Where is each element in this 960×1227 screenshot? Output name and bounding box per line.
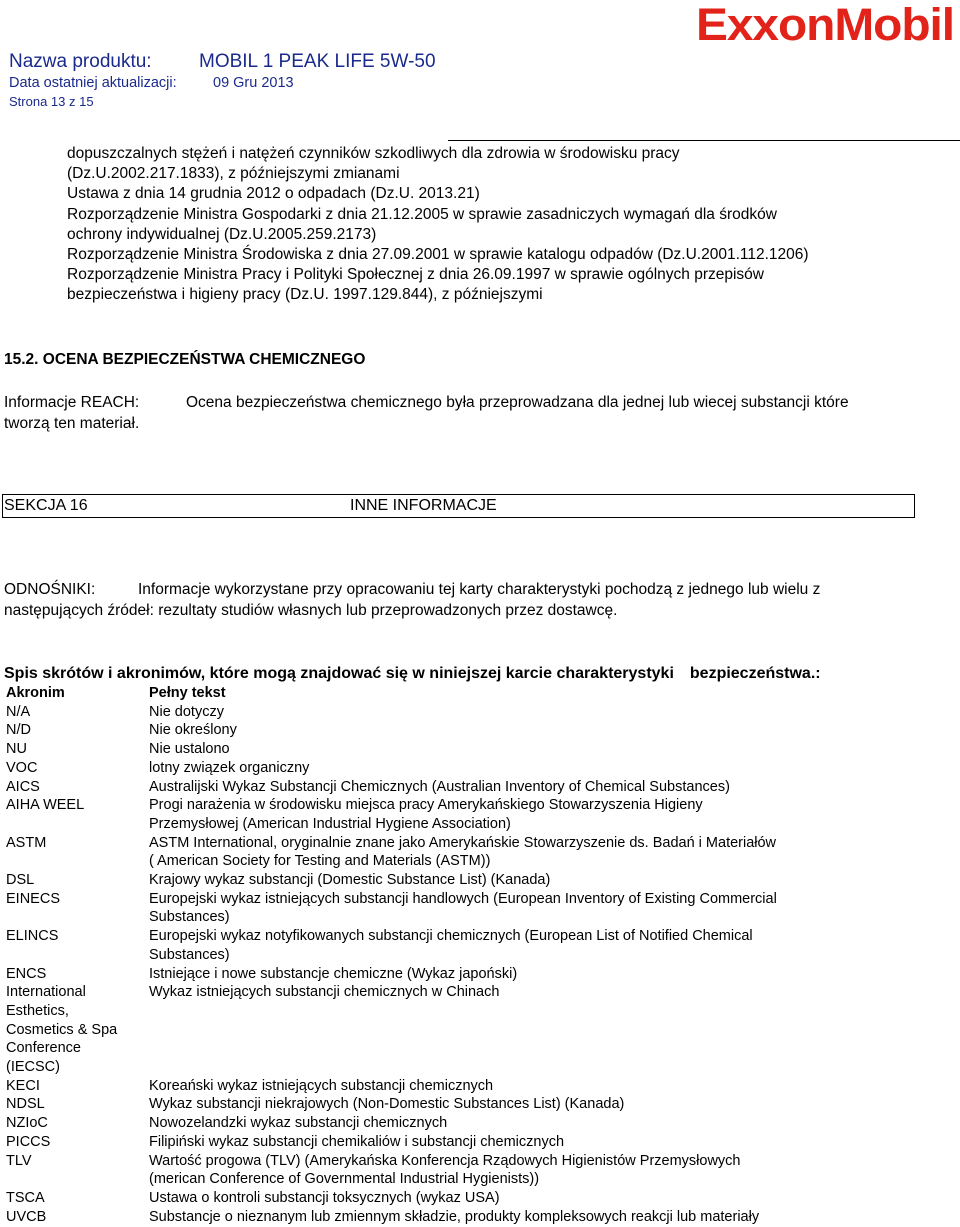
- acronym-line: PICCS: [6, 1133, 51, 1150]
- table-row: [6, 796, 956, 833]
- full-text-line: Substances): [149, 909, 230, 926]
- full-text-line: Nie ustalono: [149, 741, 230, 758]
- abbreviations-heading: [4, 665, 821, 683]
- reach-text-line2: tworzą ten materiał.: [4, 414, 140, 432]
- regulation-line: ochrony indywidualnej (Dz.U.2005.259.2173): [67, 225, 377, 243]
- full-text-line: Progi narażenia w środowisku miejsca pracy Amerykańskiego Stowarzyszenia Higieny: [149, 797, 703, 814]
- acronym-line: NU: [6, 741, 27, 758]
- regulation-line: Rozporządzenie Ministra Środowiska z dnia 27.09.2001 w sprawie katalogu odpadów (Dz.U.2001.112.1206): [67, 246, 809, 264]
- full-text-line: Koreański wykaz istniejących substancji chemicznych: [149, 1077, 494, 1094]
- table-row: [6, 1114, 956, 1133]
- full-text-cell: [149, 759, 956, 778]
- full-text-line: Europejski wykaz istniejących substancji handlowych (European Inventory of Existing Commercial: [149, 890, 777, 907]
- regulation-line: Ustawa z dnia 14 grudnia 2012 o odpadach (Dz.U. 2013.21): [67, 185, 480, 203]
- revision-date-label: Data ostatniej aktualizacji:: [9, 75, 177, 91]
- full-text-cell: [149, 834, 956, 871]
- logo-wordmark: ExxonMobil: [696, 2, 954, 50]
- acronym-cell: [6, 1095, 149, 1114]
- full-text-cell: [149, 1133, 956, 1152]
- acronym-cell: [6, 721, 149, 740]
- acronym-cell: [6, 965, 149, 984]
- acronym-line: International: [6, 984, 86, 1001]
- full-text-cell: [149, 1152, 956, 1189]
- acronym-line: TLV: [6, 1152, 32, 1169]
- section-15-2-heading: 15.2. OCENA BEZPIECZEŃSTWA CHEMICZNEGO: [4, 351, 366, 368]
- table-row: [6, 740, 956, 759]
- full-text-line: Wartość progowa (TLV) (Amerykańska Konferencja Rządowych Higienistów Przemysłowych: [149, 1152, 741, 1169]
- full-text-line: lotny związek organiczny: [149, 759, 310, 776]
- acronym-line: Conference: [6, 1040, 81, 1057]
- references-text-line2: następujących źródeł: rezultaty studiów własnych lub przeprowadzonych przez dostawcę.: [4, 601, 618, 619]
- full-text-line: Ustawa o kontroli substancji toksycznych (wykaz USA): [149, 1189, 500, 1206]
- acronym-cell: [6, 834, 149, 871]
- full-text-cell: [149, 796, 956, 833]
- table-row: [6, 871, 956, 890]
- acronym-line: NZIoC: [6, 1115, 48, 1132]
- full-text-line: Substances): [149, 946, 230, 963]
- acronym-cell: [6, 890, 149, 927]
- revision-date-line: [9, 75, 294, 91]
- acronym-line: (IECSC): [6, 1059, 60, 1076]
- full-text-cell: [149, 1208, 956, 1227]
- acronym-cell: [6, 740, 149, 759]
- acronym-cell: [6, 927, 149, 964]
- full-text-line: Przemysłowej (American Industrial Hygiene Association): [149, 815, 511, 832]
- acronym-cell: [6, 1114, 149, 1133]
- full-text-line: ( American Society for Testing and Materials (ASTM)): [149, 853, 491, 870]
- table-row: [6, 927, 956, 964]
- full-text-cell: [149, 740, 956, 759]
- full-text-cell: [149, 871, 956, 890]
- full-text-line: Nowozelandzki wykaz substancji chemicznych: [149, 1115, 448, 1132]
- acronym-cell: [6, 1152, 149, 1189]
- acronym-cell: [6, 871, 149, 890]
- product-name-value: MOBIL 1 PEAK LIFE 5W-50: [199, 51, 436, 72]
- acronym-line: VOC: [6, 759, 38, 776]
- abbreviations-table: [6, 684, 956, 1226]
- acronym-cell: [6, 703, 149, 722]
- full-text-cell: [149, 983, 956, 1077]
- table-row: [6, 1077, 956, 1096]
- full-text-cell: [149, 965, 956, 984]
- abbreviations-heading-part1: Spis skrótów i akronimów, które mogą znajdować się w niniejszej karcie charakterystyki: [4, 665, 674, 682]
- table-row: [6, 759, 956, 778]
- acronym-cell: [6, 796, 149, 833]
- table-row: [6, 1189, 956, 1208]
- full-text-cell: [149, 778, 956, 797]
- regulations-list: [67, 144, 957, 306]
- acronym-cell: [6, 983, 149, 1077]
- revision-date-value: 09 Gru 2013: [213, 75, 294, 91]
- table-row: [6, 1095, 956, 1114]
- table-row: [6, 965, 956, 984]
- acronym-cell: [6, 1133, 149, 1152]
- full-text-line: Australijski Wykaz Substancji Chemicznych (Australian Inventory of Chemical Substances): [149, 778, 730, 795]
- page-number: Strona 13 z 15: [9, 94, 94, 109]
- full-text-line: Substancje o nieznanym lub zmiennym składzie, produkty kompleksowych reakcji lub materiały: [149, 1208, 760, 1225]
- acronym-line: DSL: [6, 872, 35, 889]
- table-row: [6, 778, 956, 797]
- acronym-line: KECI: [6, 1077, 40, 1094]
- acronym-line: TSCA: [6, 1189, 45, 1206]
- regulation-line: Rozporządzenie Ministra Pracy i Polityki Społecznej z dnia 26.09.1997 w sprawie ogólnych przepisów: [67, 266, 764, 284]
- acronym-cell: [6, 1077, 149, 1096]
- table-row: [6, 721, 956, 740]
- table-row: [6, 834, 956, 871]
- full-text-cell: [149, 1095, 956, 1114]
- acronym-line: ASTM: [6, 834, 47, 851]
- acronym-line: UVCB: [6, 1208, 47, 1225]
- acronym-line: NDSL: [6, 1096, 45, 1113]
- exxonmobil-logo: [696, 2, 958, 50]
- full-text-cell: [149, 927, 956, 964]
- table-row: [6, 703, 956, 722]
- full-text-line: ASTM International, oryginalnie znane jako Amerykańskie Stowarzyszenie ds. Badań i Materiałów: [149, 834, 777, 851]
- product-name-label: Nazwa produktu:: [9, 51, 152, 72]
- acronym-cell: [6, 1189, 149, 1208]
- table-row: [6, 983, 956, 1077]
- section-16-header: [2, 494, 915, 518]
- regulation-line: (Dz.U.2002.217.1833), z późniejszymi zmianami: [67, 165, 400, 183]
- full-text-cell: [149, 1077, 956, 1096]
- references-block: [4, 580, 958, 621]
- full-text-line: Krajowy wykaz substancji (Domestic Substance List) (Kanada): [149, 872, 551, 889]
- acronym-cell: [6, 759, 149, 778]
- product-name-line: [9, 51, 436, 73]
- section-16-title: INNE INFORMACJE: [350, 497, 497, 514]
- full-text-line: Istniejące i nowe substancje chemiczne (Wykaz japoński): [149, 965, 518, 982]
- regulation-line: Rozporządzenie Ministra Gospodarki z dnia 21.12.2005 w sprawie zasadniczych wymagań dla środków: [67, 205, 777, 223]
- full-text-cell: [149, 1189, 956, 1208]
- full-text-cell: [149, 703, 956, 722]
- table-header-row: [6, 684, 956, 703]
- full-text-line: Wykaz istniejących substancji chemicznych w Chinach: [149, 984, 500, 1001]
- acronym-line: AIHA WEEL: [6, 797, 85, 814]
- regulation-line: bezpieczeństwa i higieny pracy (Dz.U. 1997.129.844), z późniejszymi: [67, 286, 543, 304]
- full-text-line: Filipiński wykaz substancji chemikaliów i substancji chemicznych: [149, 1133, 565, 1150]
- section-16-number: SEKCJA 16: [4, 497, 88, 514]
- table-row: [6, 1208, 956, 1227]
- full-text-line: Wykaz substancji niekrajowych (Non-Domestic Substances List) (Kanada): [149, 1096, 625, 1113]
- acronym-cell: [6, 778, 149, 797]
- acronym-line: N/D: [6, 722, 31, 739]
- regulation-line: dopuszczalnych stężeń i natężeń czynników szkodliwych dla zdrowia w środowisku pracy: [67, 145, 680, 162]
- full-text-cell: [149, 721, 956, 740]
- acronym-line: AICS: [6, 778, 40, 795]
- table-row: [6, 1152, 956, 1189]
- acronym-line: Esthetics,: [6, 1002, 69, 1019]
- full-text-line: Nie dotyczy: [149, 703, 224, 720]
- column-header-full-text: Pełny tekst: [149, 685, 226, 701]
- full-text-line: Europejski wykaz notyfikowanych substancji chemicznych (European List of Notified Chemical: [149, 928, 753, 945]
- table-row: [6, 890, 956, 927]
- reach-label: Informacje REACH:: [4, 394, 140, 411]
- acronym-cell: [6, 1208, 149, 1227]
- full-text-line: (merican Conference of Governmental Industrial Hygienists)): [149, 1171, 540, 1188]
- full-text-line: Nie określony: [149, 722, 237, 739]
- acronym-line: Cosmetics & Spa: [6, 1021, 118, 1038]
- reach-text-line1: Ocena bezpieczeństwa chemicznego była przeprowadzana dla jednej lub wiecej substancji które: [186, 394, 849, 411]
- acronym-line: EINECS: [6, 890, 60, 907]
- header-divider: [448, 140, 960, 141]
- references-text-line1: Informacje wykorzystane przy opracowaniu tej karty charakterystyki pochodzą z jednego lub wielu z: [138, 581, 821, 598]
- acronym-line: ELINCS: [6, 928, 59, 945]
- reach-info: [4, 393, 958, 434]
- table-row: [6, 1133, 956, 1152]
- full-text-cell: [149, 1114, 956, 1133]
- full-text-cell: [149, 890, 956, 927]
- acronym-line: N/A: [6, 703, 31, 720]
- references-label: ODNOŚNIKI:: [4, 581, 96, 598]
- acronym-line: ENCS: [6, 965, 47, 982]
- column-header-acronym: Akronim: [6, 685, 65, 701]
- abbreviations-heading-part2: bezpieczeństwa.:: [689, 665, 821, 682]
